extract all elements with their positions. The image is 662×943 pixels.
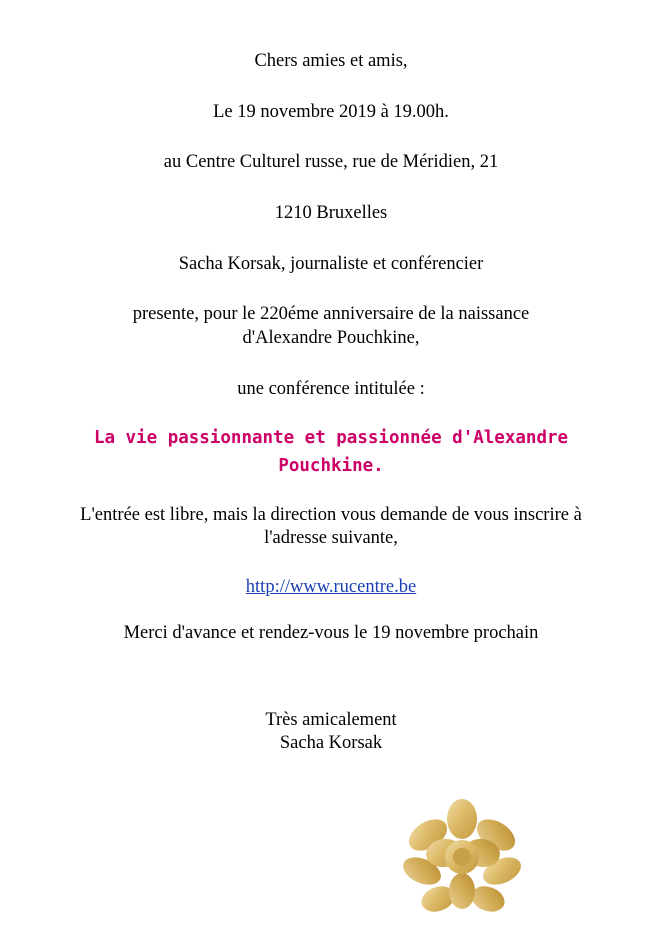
presents-line-1: presente, pour le 220éme anniversaire de la naissance bbox=[132, 304, 530, 325]
registration-link-row bbox=[48, 577, 614, 598]
venue-text: au Centre Culturel russe, rue de Méridien, 21 bbox=[163, 152, 499, 173]
greeting-text: Chers amies et amis, bbox=[254, 51, 408, 71]
conference-title-line-1: La vie passionnante et passionnée d'Alexandre bbox=[93, 428, 569, 449]
signoff-line-2: Sacha Korsak bbox=[279, 733, 383, 754]
conference-intro-text: une conférence intitulée : bbox=[237, 378, 425, 399]
speaker-text: Sacha Korsak, journaliste et conférencier bbox=[178, 253, 484, 274]
signoff-line-1: Très amicalement bbox=[265, 709, 397, 730]
gift-bow-image bbox=[398, 795, 528, 925]
conference-title-line-2: Pouchkine. bbox=[278, 455, 384, 476]
presents-line-2: d'Alexandre Pouchkine, bbox=[242, 328, 420, 349]
city-text: 1210 Bruxelles bbox=[274, 203, 388, 224]
entry-line-2: l'adresse suivante, bbox=[264, 528, 398, 549]
entry-line-1: L'entrée est libre, mais la direction vous demande de vous inscrire à bbox=[80, 504, 582, 525]
date-time-text: Le 19 novembre 2019 à 19.00h. bbox=[213, 101, 449, 122]
registration-link[interactable]: http://www.rucentre.be bbox=[245, 576, 417, 597]
gift-bow-icon bbox=[398, 795, 528, 925]
thanks-text: Merci d'avance et rendez-vous le 19 novembre prochain bbox=[123, 622, 539, 643]
